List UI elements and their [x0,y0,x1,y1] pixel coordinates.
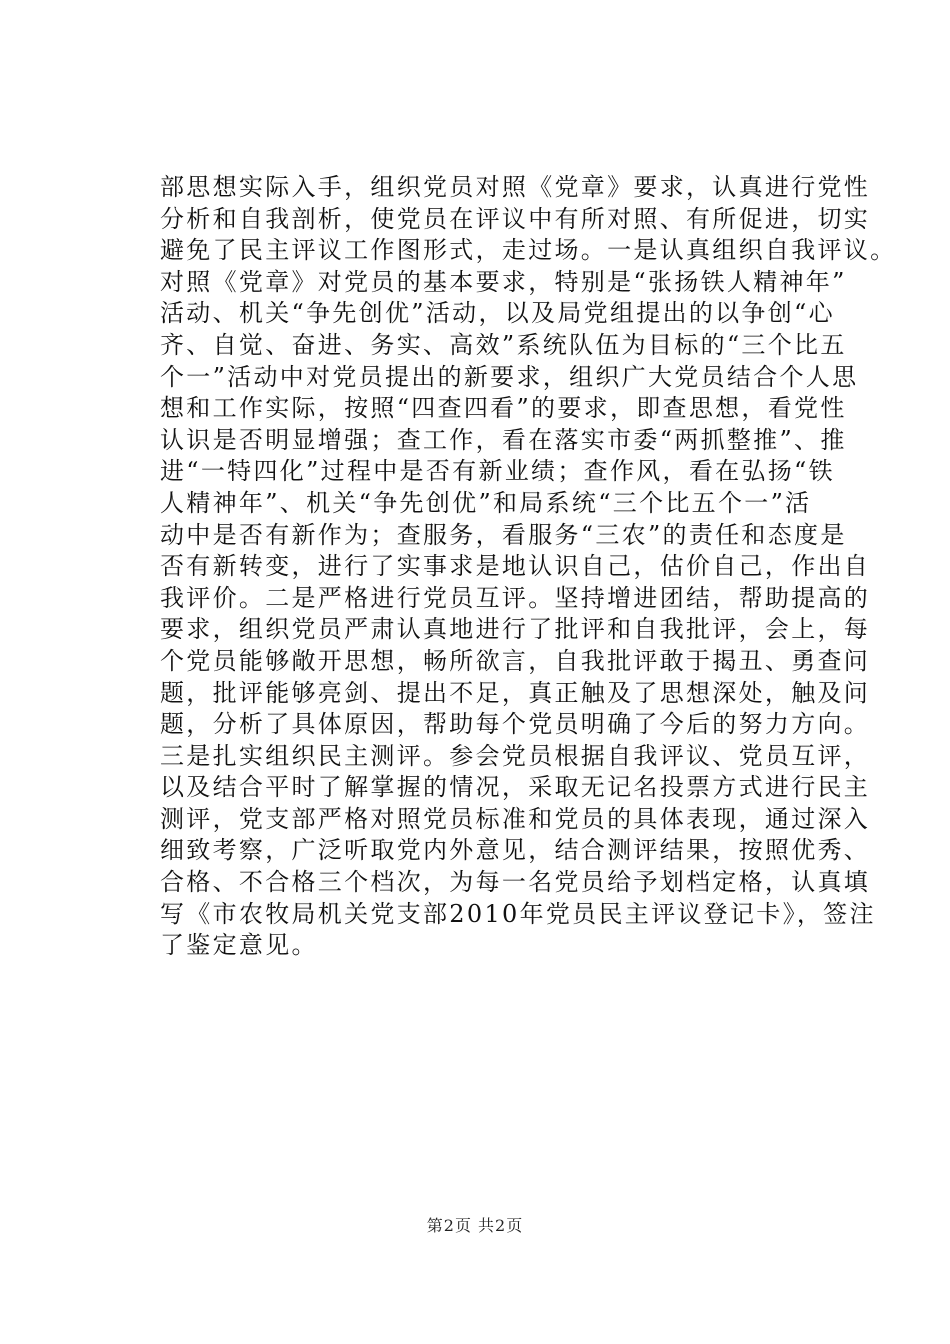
text-line: 题，批评能够亮剑、提出不足，真正触及了思想深处，触及问 [160,678,871,707]
text-line: 我评价。二是严格进行党员互评。坚持增进团结，帮助提高的 [160,583,871,612]
text-line: 避免了民主评议工作图形式，走过场。一是认真组织自我评议。 [160,236,897,265]
text-line: 部思想实际入手，组织党员对照《党章》要求，认真进行党性 [160,173,871,201]
text-line: 三是扎实组织民主测评。参会党员根据自我评议、党员互评， [160,741,871,770]
text-line: 人精神年”、机关“争先创优”和局系统“三个比五个一”活 [160,488,812,517]
text-line: 分析和自我剖析，使党员在评议中有所对照、有所促进，切实 [160,204,871,233]
body-text [160,172,897,962]
text-line: 题，分析了具体原因，帮助每个党员明确了今后的努力方向。 [160,710,871,739]
text-line: 个一”活动中对党员提出的新要求，组织广大党员结合个人思 [160,362,859,391]
page-number-footer: 第2页 共2页 [426,1216,524,1235]
text-line: 合格、不合格三个档次，为每一名党员给予划档定格，认真填 [160,868,871,897]
text-line: 否有新转变，进行了实事求是地认识自己，估价自己，作出自 [160,552,871,581]
text-line: 活动、机关“争先创优”活动，以及局党组提出的以争创“心 [160,299,835,328]
text-line: 细致考察，广泛听取党内外意见，结合测评结果，按照优秀、 [160,836,871,865]
text-line: 个党员能够敞开思想，畅所欲言，自我批评敢于揭丑、勇查问 [160,646,871,675]
text-line: 进“一特四化”过程中是否有新业绩；查作风，看在弘扬“铁 [160,457,835,486]
text-line: 要求，组织党员严肃认真地进行了批评和自我批评，会上，每 [160,615,871,644]
text-line: 写《市农牧局机关党支部2010年党员民主评议登记卡》，签注 [160,899,876,928]
text-line: 认识是否明显增强；查工作，看在落实市委“两抓整推”、推 [160,425,847,454]
text-line: 想和工作实际，按照“四查四看”的要求，即查思想，看党性 [160,394,847,423]
text-line: 齐、自觉、奋进、务实、高效”系统队伍为目标的“三个比五 [160,330,847,359]
text-line: 对照《党章》对党员的基本要求，特别是“张扬铁人精神年” [160,267,847,296]
text-line: 以及结合平时了解掌握的情况，采取无记名投票方式进行民主 [160,773,871,802]
text-line: 测评，党支部严格对照党员标准和党员的具体表现，通过深入 [160,804,871,833]
text-line: 动中是否有新作为；查服务，看服务“三农”的责任和态度是 [160,520,847,549]
text-line: 了鉴定意见。 [160,931,318,960]
